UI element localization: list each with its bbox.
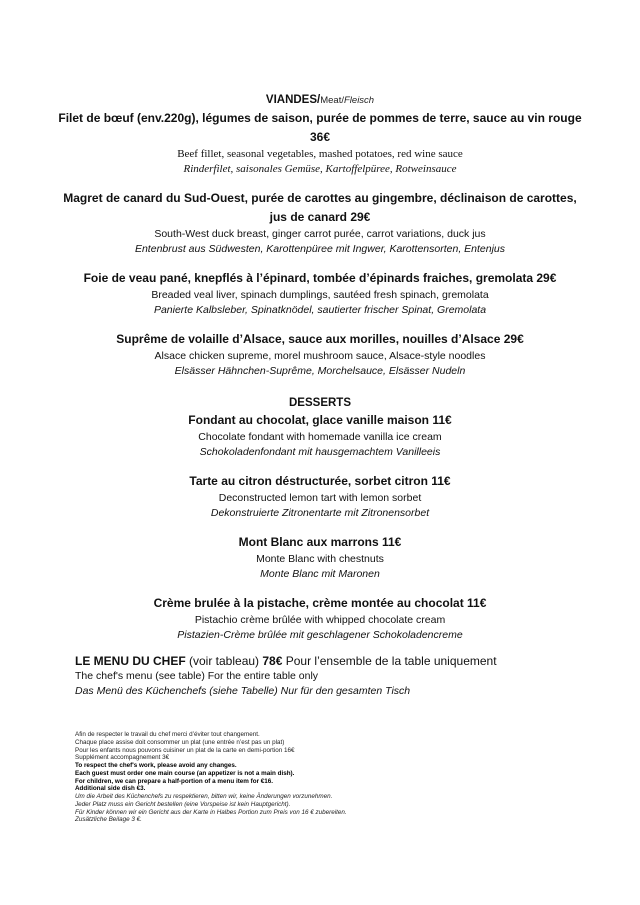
item-german: Pistazien-Crème brûlée mit geschlagener Schokoladencreme [177,629,463,641]
item-title: Filet de bœuf (env.220g), légumes de saison, purée de pommes de terre, sauce au vin rouge 36€ [58,111,582,144]
item-english: Beef fillet, seasonal vegetables, mashed potatoes, red wine sauce [177,148,463,160]
item-german: Dekonstruierte Zitronentarte mit Zitronensorbet [210,507,430,519]
item-german: Schokoladenfondant mit hausgemachtem Vanilleeis [199,446,441,458]
fine-en: Additional side dish €3. [75,785,146,793]
fine-fr: Afin de respecter le travail du chef merci d’éviter tout changement. [75,731,260,738]
item-german: Monte Blanc mit Maronen [260,568,380,580]
fine-en: Each guest must order one main course (an appetizer is not a main dish). [75,769,295,777]
menu-item [40,330,600,379]
chef-menu-price: 78€ [262,654,283,668]
fine-print [75,731,475,824]
item-title: Crème brulée à la pistache, crème montée au chocolat 11€ [153,596,487,610]
chef-menu-english: The chef's menu (see table) For the entire table only [75,670,319,682]
item-title: Foie de veau pané, knepflés à l’épinard, tombée d’épinards fraiches, gremolata 29€ [83,271,557,285]
item-title: Suprême de volaille d’Alsace, sauce aux morilles, nouilles d’Alsace 29€ [116,332,524,346]
fine-fr: Chaque place assise doit consommer un plat (une entrée n’est pas un plat) [75,738,285,746]
menu-item [40,269,600,318]
item-title: Magret de canard du Sud-Ouest, purée de carottes au gingembre, déclinaison de carottes, jus de canard 29€ [63,191,577,224]
menu-item [40,189,600,257]
chef-menu-note: (voir tableau) [185,654,263,668]
chef-menu [75,653,595,699]
meats-section [40,92,600,391]
menu-item [40,411,600,460]
fine-de: Jeder Platz muss ein Gericht bestellen (eine Vorspeise ist kein Hauptgericht). [75,800,291,808]
desserts-heading: DESSERTS [289,397,351,409]
item-english: Pistachio crème brûlée with whipped chocolate cream [194,614,446,626]
heading-de: Fleisch [344,95,375,106]
item-english: South-West duck breast, ginger carrot purée, carrot variations, duck jus [154,228,486,240]
heading-en: Meat/ [320,95,344,106]
meats-heading [40,92,600,109]
item-german: Elsässer Hähnchen-Suprême, Morchelsauce, Elsässer Nudeln [174,365,466,377]
item-english: Chocolate fondant with homemade vanilla ice cream [198,431,442,443]
heading-fr: VIANDES/ [265,94,321,106]
chef-menu-name: LE MENU DU CHEF [75,654,186,668]
menu-item [40,533,600,582]
chef-menu-desc: Pour l’ensemble de la table uniquement [282,654,497,668]
fine-de: Um die Arbeit des Küchenchefs zu respektieren, bitten wir, keine Änderungen vorzunehmen. [75,793,333,800]
menu-item [40,472,600,521]
menu-item [40,109,600,177]
desserts-section [40,395,600,655]
item-english: Monte Blanc with chestnuts [256,553,384,565]
item-english: Alsace chicken supreme, morel mushroom sauce, Alsace-style noodles [154,350,486,362]
fine-de: Zusätzliche Beilage 3 €. [75,816,142,824]
fine-fr: Pour les enfants nous pouvons cuisiner un plat de la carte en demi-portion 16€ [75,746,295,754]
item-english: Deconstructed lemon tart with lemon sorbet [218,492,422,504]
fine-de: Für Kinder können wir ein Gericht aus der Karte in Halbes Portion zum Preis von 16 € zubereiten. [75,808,347,816]
menu-item [40,594,600,643]
chef-menu-line [75,653,595,669]
item-german: Entenbrust aus Südwesten, Karottenpüree mit Ingwer, Karottensorten, Entenjus [134,243,506,255]
fine-fr: Supplément accompagnement 3€ [75,754,170,762]
item-german: Rinderfilet, saisonales Gemüse, Kartoffelpüree, Rotweinsauce [183,163,457,175]
chef-menu-german: Das Menü des Küchenchefs (siehe Tabelle) Nur für den gesamten Tisch [75,685,411,697]
fine-en: To respect the chef's work, please avoid any changes. [75,762,237,769]
item-english: Breaded veal liver, spinach dumplings, sautéed fresh spinach, gremolata [151,289,489,301]
item-title: Mont Blanc aux marrons 11€ [238,535,402,549]
fine-en: For children, we can prepare a half-portion of a menu item for €16. [75,777,274,785]
item-title: Fondant au chocolat, glace vanille maison 11€ [188,413,452,427]
item-german: Panierte Kalbsleber, Spinatknödel, sautierter frischer Spinat, Gremolata [153,304,487,316]
item-title: Tarte au citron déstructurée, sorbet citron 11€ [189,474,451,488]
